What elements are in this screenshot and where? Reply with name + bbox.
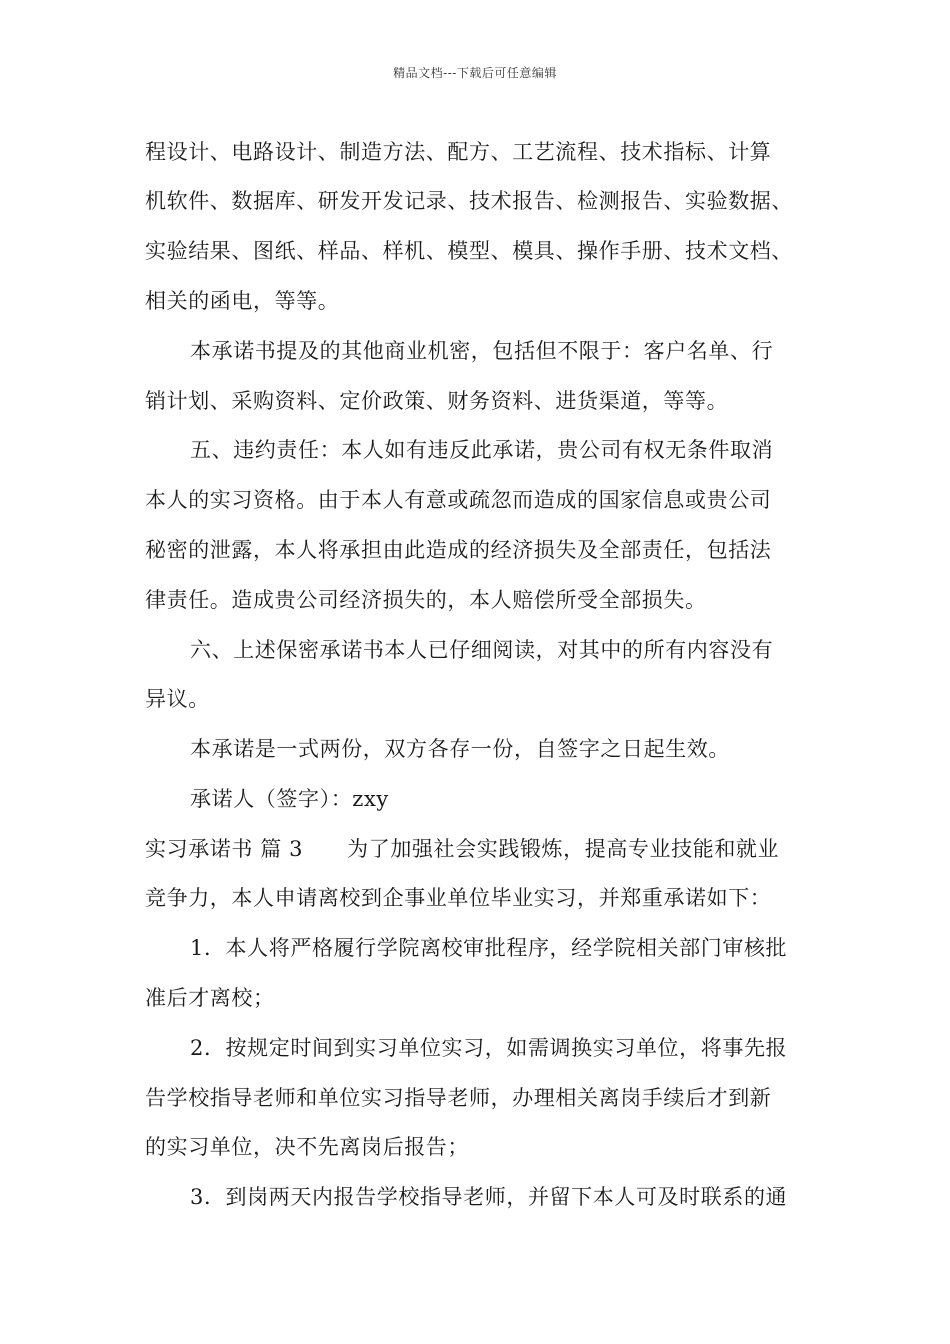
body-line: 律责任。造成贵公司经济损失的，本人赔偿所受全部损失。 xyxy=(145,588,707,612)
body-line: 本承诺书提及的其他商业机密，包括但不限于：客户名单、行 xyxy=(190,339,774,363)
signature-line: 承诺人（签字）：zxy xyxy=(190,787,389,811)
section-3-text: 为了加强社会实践锻炼，提高专业技能和就业 xyxy=(347,837,780,861)
body-line: 销计划、采购资料、定价政策、财务资料、进货渠道，等等。 xyxy=(145,389,729,413)
body-line: 程设计、电路设计、制造方法、配方、工艺流程、技术指标、计算 xyxy=(145,140,772,164)
body-line: 2．按规定时间到实习单位实习，如需调换实习单位，将事先报 xyxy=(190,1036,788,1060)
section-3-line xyxy=(145,834,779,864)
body-line: 秘密的泄露，本人将承担由此造成的经济损失及全部责任，包括法 xyxy=(145,538,772,562)
body-line: 相关的函电，等等。 xyxy=(145,289,340,313)
body-line: 告学校指导老师和单位实习指导老师，办理相关离岗手续后才到新 xyxy=(145,1086,772,1110)
body-line: 机软件、数据库、研发开发记录、技术报告、检测报告、实验数据、 xyxy=(145,189,793,213)
body-line: 本人的实习资格。由于本人有意或疏忽而造成的国家信息或贵公司 xyxy=(145,488,772,512)
section-3-title: 实习承诺书 篇 3 xyxy=(145,837,304,861)
body-line: 竞争力，本人申请离校到企事业单位毕业实习，并郑重承诺如下： xyxy=(145,886,772,910)
body-line: 六、上述保密承诺书本人已仔细阅读，对其中的所有内容没有 xyxy=(190,638,774,662)
body-line: 1．本人将严格履行学院离校审批程序，经学院相关部门审核批 xyxy=(190,936,788,960)
body-line: 实验结果、图纸、样品、样机、模型、模具、操作手册、技术文档、 xyxy=(145,239,793,263)
body-line: 本承诺是一式两份，双方各存一份，自签字之日起生效。 xyxy=(190,737,730,761)
body-line: 3．到岗两天内报告学校指导老师，并留下本人可及时联系的通 xyxy=(190,1185,788,1209)
body-line: 的实习单位，决不先离岗后报告； xyxy=(145,1135,469,1159)
body-line: 准后才离校； xyxy=(145,986,275,1010)
body-line: 异议。 xyxy=(145,687,210,711)
page-header: 精品文档---下载后可任意编辑 xyxy=(393,66,557,80)
body-line: 五、违约责任：本人如有违反此承诺，贵公司有权无条件取消 xyxy=(190,438,774,462)
